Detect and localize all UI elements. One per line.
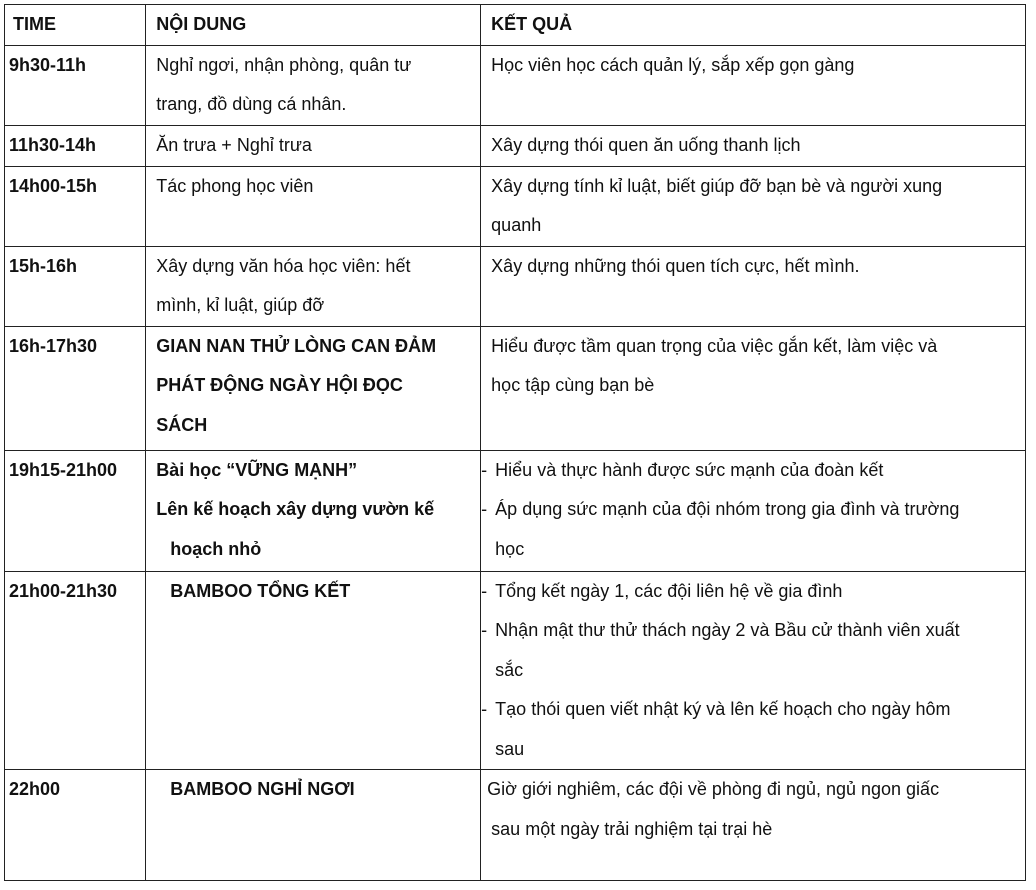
- text-line: mình, kỉ luật, giúp đỡ: [156, 295, 325, 315]
- text-line: Lên kế hoạch xây dựng vườn kế: [156, 499, 435, 519]
- row-noi-dung: [146, 166, 481, 246]
- list-item: [481, 572, 1011, 612]
- list-item: [481, 451, 1011, 491]
- text-line: - Hiểu và thực hành được sức mạnh của đoàn kết: [495, 459, 884, 480]
- text-line: Xây dựng những thói quen tích cực, hết mình.: [491, 255, 860, 276]
- text-line: Xây dựng thói quen ăn uống thanh lịch: [491, 134, 801, 155]
- text-line: trang, đồ dùng cá nhân.: [156, 94, 347, 114]
- row-time: 9h30-11h: [5, 45, 146, 125]
- header-time: TIME: [5, 5, 146, 46]
- table-row: [5, 125, 1026, 166]
- row-time: 11h30-14h: [5, 125, 146, 166]
- text-line: hoạch nhỏ: [170, 538, 262, 559]
- header-row: [5, 5, 1026, 46]
- row-ket-qua: [481, 326, 1026, 450]
- text-line: - Tổng kết ngày 1, các đội liên hệ về gia đình: [495, 580, 843, 601]
- row-ket-qua: [481, 571, 1026, 770]
- text-line: Học viên học cách quản lý, sắp xếp gọn gàng: [491, 54, 855, 75]
- row-noi-dung: [146, 125, 481, 166]
- row-ket-qua: [481, 450, 1026, 571]
- table-row: [5, 326, 1026, 450]
- row-noi-dung: [146, 770, 481, 881]
- row-ket-qua: [481, 125, 1026, 166]
- text-line: Xây dựng tính kỉ luật, biết giúp đỡ bạn bè và người xung: [491, 175, 943, 196]
- text-line: - Áp dụng sức mạnh của đội nhóm trong gia đình và trường: [495, 499, 960, 519]
- text-line: BAMBOO TỔNG KẾT: [170, 580, 351, 601]
- table-row: [5, 450, 1026, 571]
- text-line: sắc: [495, 659, 524, 680]
- text-line: quanh: [491, 215, 542, 235]
- row-time: 15h-16h: [5, 246, 146, 326]
- header-ket-qua: KẾT QUẢ: [481, 5, 1026, 46]
- text-line: Hiểu được tầm quan trọng của việc gắn kết, làm việc và: [491, 335, 938, 356]
- text-line: sau: [495, 738, 525, 759]
- table-row: [5, 45, 1026, 125]
- text-line: Xây dựng văn hóa học viên: hết: [156, 255, 411, 276]
- row-time: 22h00: [5, 770, 146, 881]
- row-noi-dung: [146, 45, 481, 125]
- row-ket-qua: [481, 246, 1026, 326]
- list-item: [481, 490, 1011, 569]
- row-time: 14h00-15h: [5, 166, 146, 246]
- row-noi-dung: [146, 246, 481, 326]
- table-row: [5, 770, 1026, 881]
- text-line: SÁCH: [156, 414, 208, 435]
- text-line: học tập cùng bạn bè: [491, 375, 655, 395]
- row-time: 21h00-21h30: [5, 571, 146, 770]
- text-line: sau một ngày trải nghiệm tại trại hè: [491, 818, 773, 839]
- row-noi-dung: [146, 450, 481, 571]
- list-item: [481, 690, 1011, 769]
- header-noi-dung: NỘI DUNG: [146, 5, 481, 46]
- table-row: [5, 166, 1026, 246]
- row-ket-qua: [481, 45, 1026, 125]
- text-line: Bài học “VỮNG MẠNH”: [156, 459, 358, 480]
- text-line: - Tạo thói quen viết nhật ký và lên kế hoạch cho ngày hôm: [495, 699, 951, 719]
- text-line: Ăn trưa + Nghỉ trưa: [156, 134, 312, 155]
- row-noi-dung: [146, 326, 481, 450]
- row-ket-qua: [481, 166, 1026, 246]
- text-line: - Nhận mật thư thử thách ngày 2 và Bầu cử thành viên xuất: [495, 620, 960, 640]
- row-ket-qua: [481, 770, 1026, 881]
- text-line: Giờ giới nghiêm, các đội về phòng đi ngủ, ngủ ngon giấc: [487, 779, 940, 799]
- list-item: [481, 611, 1011, 690]
- row-noi-dung: [146, 571, 481, 770]
- table-row: [5, 246, 1026, 326]
- text-line: học: [495, 538, 525, 559]
- row-time: 16h-17h30: [5, 326, 146, 450]
- text-line: Nghỉ ngơi, nhận phòng, quân tư: [156, 54, 412, 75]
- row-time: 19h15-21h00: [5, 450, 146, 571]
- schedule-table: [4, 4, 1026, 881]
- text-line: PHÁT ĐỘNG NGÀY HỘI ĐỌC: [156, 375, 403, 395]
- text-line: BAMBOO NGHỈ NGƠI: [170, 779, 355, 799]
- table-row: [5, 571, 1026, 770]
- text-line: GIAN NAN THỬ LÒNG CAN ĐẢM: [156, 335, 437, 356]
- text-line: Tác phong học viên: [156, 175, 314, 196]
